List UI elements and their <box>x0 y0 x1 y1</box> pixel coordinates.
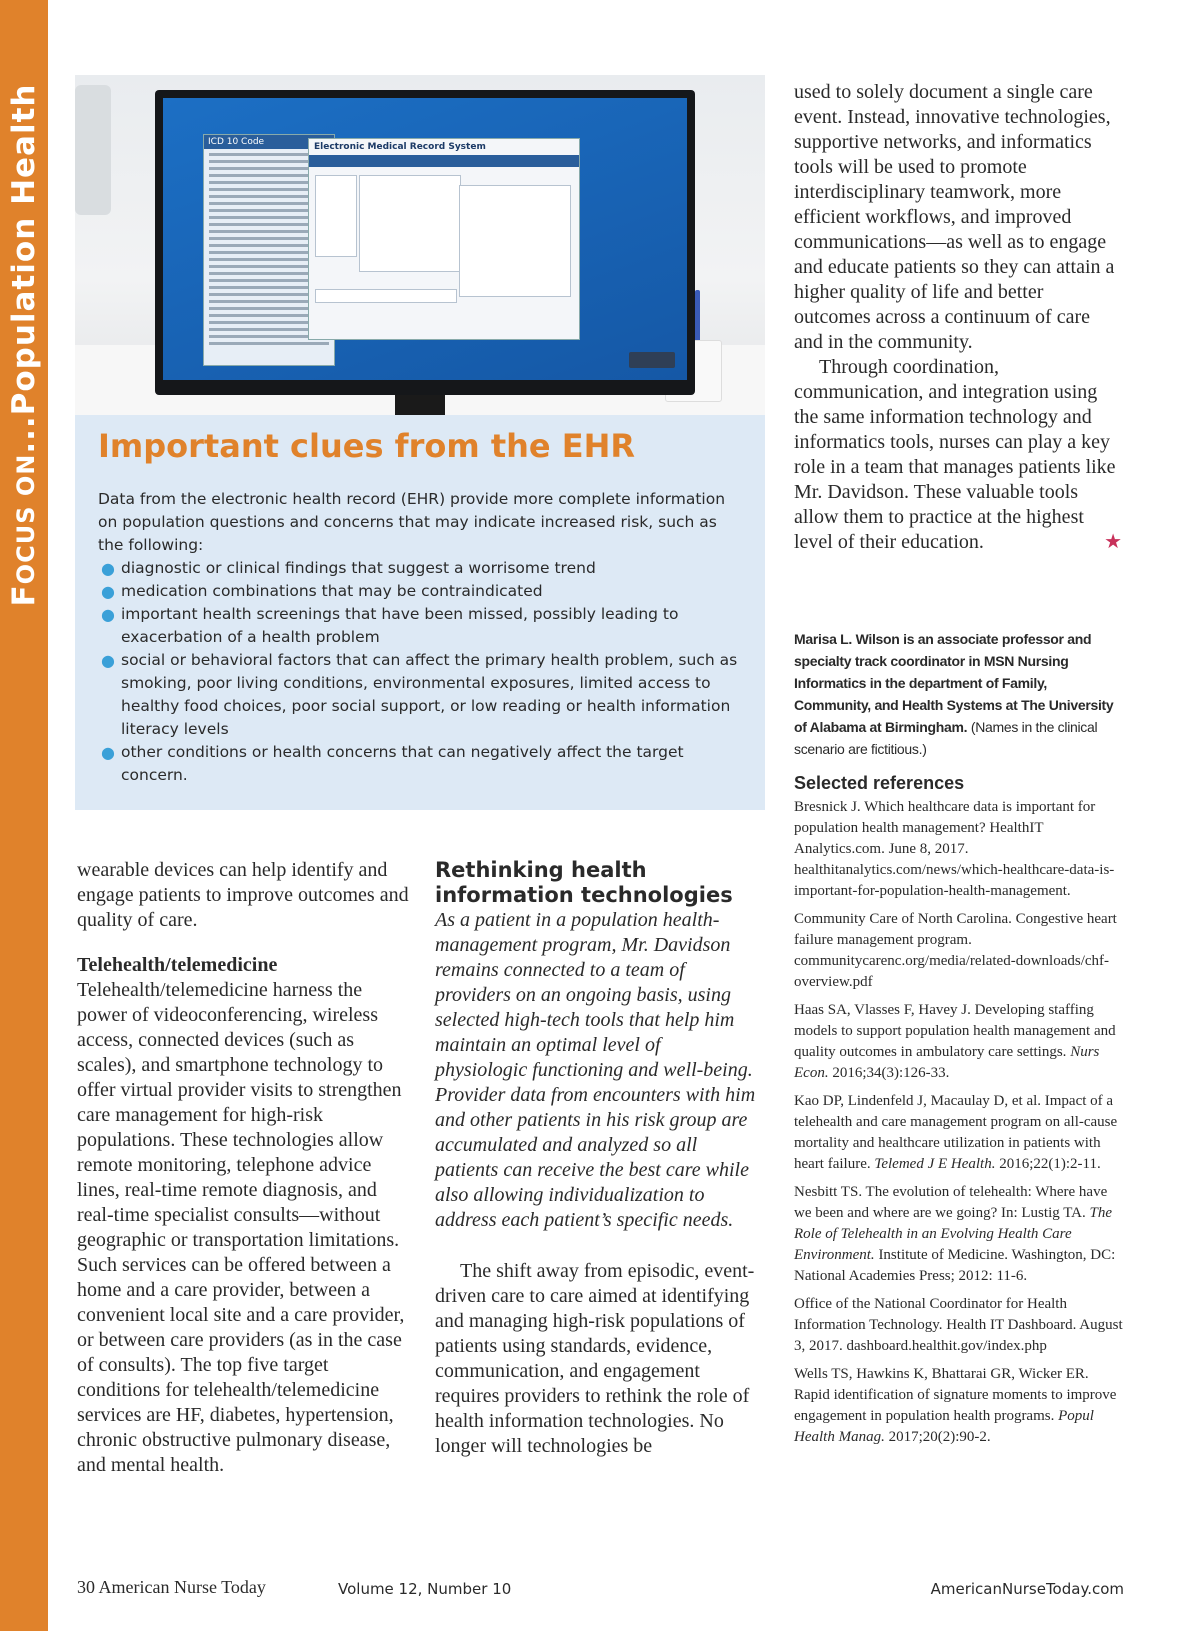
article-column-2 <box>435 858 757 1459</box>
screen-toolbar-icons <box>629 352 675 368</box>
section-heading-rethinking: Rethinking health information technologies <box>435 858 733 907</box>
paragraph-text: Through coordination, communication, and integration using the same information technology and informatics tools, nurses can play a key role in a team that manages patients like Mr. Davidson. These valuable tools allow them to practice at the highest level of their education. <box>794 356 1116 553</box>
section-sidebar <box>0 0 48 1631</box>
computer-monitor <box>155 90 695 395</box>
callout-bullet <box>98 741 738 787</box>
emr-menu-bar <box>309 155 579 167</box>
emr-window-title: Electronic Medical Record System <box>314 142 486 152</box>
bullet-icon: ● <box>101 743 115 762</box>
clinical-scenario-text: As a patient in a population health-management program, Mr. Davidson remains connected to a team of providers on an ongoing basis, using selected high-tech tools that help him maintain an optimal level of physiologic functioning and well-being. Provider data from encounters with him and other patients in his risk group are accumulated and analyzed so all patients can receive the best care while also allowing individualization to address each patient’s specific needs. <box>435 909 756 1231</box>
author-bio-text: Marisa L. Wilson is an associate professor and specialty track coordinator in MSN Nursing Informatics in the department of Family, Community, and Health Systems at The University of Alabama at Birmingham. <box>794 631 1114 735</box>
bullet-text: medication combinations that may be contraindicated <box>121 582 543 600</box>
monitor-screen <box>163 98 687 380</box>
section-heading-telehealth: Telehealth/telemedicine <box>77 954 278 976</box>
bullet-text: diagnostic or clinical findings that suggest a worrisome trend <box>121 559 596 577</box>
icd-window-title: ICD 10 Code <box>204 135 334 149</box>
section-label <box>6 84 42 607</box>
references-list <box>794 797 1124 1455</box>
section-label-f: F <box>6 584 42 607</box>
emr-system-window <box>308 138 580 340</box>
reference-item: Community Care of North Carolina. Congestive heart failure management program. communitycarenc.org/media/related-downloads/chf-overview.pdf <box>794 911 1117 990</box>
paragraph: Telehealth/telemedicine harness the power of videoconferencing, wireless access, connected devices (such as scales), and smartphone technology to offer virtual provider visits to strengthen care management for high-risk populations. These technologies allow remote monitoring, telephone advice lines, real-time remote diagnosis, and real-time specialist consults—without geographic or transportation limitations. Such services can be offered between a home and a care provider, between a convenient local site and a care provider, or between care providers (as in the case of consults). The top five target conditions for telehealth/telemedicine services are HF, diabetes, hypertension, chronic obstructive pulmonary disease, and mental health. <box>77 979 405 1476</box>
reference-item: Wells TS, Hawkins K, Bhattarai GR, Wicker ER. Rapid identification of signature moments to improve engagement in population health programs. Popul Health Manag. 2017;20(2):90-2. <box>794 1366 1117 1445</box>
ehr-clues-callout <box>75 415 765 810</box>
ehr-monitor-photo <box>75 75 765 415</box>
bullet-text: other conditions or health concerns that can negatively affect the target concern. <box>121 743 684 784</box>
callout-bullet <box>98 603 738 649</box>
author-bio <box>794 628 1124 760</box>
paragraph <box>794 355 1122 555</box>
article-column-1 <box>77 858 409 1478</box>
reference-item: Kao DP, Lindenfeld J, Macaulay D, et al. Impact of a telehealth and care management program on all-cause mortality and healthcare utilization in patients with heart failure. Telemed J E Health. 2016;22(1):2-11. <box>794 1093 1118 1172</box>
callout-intro: Data from the electronic health record (EHR) provide more complete information on population questions and concerns that may indicate increased risk, such as the following: <box>98 490 726 554</box>
reference-item: Haas SA, Vlasses F, Havey J. Developing staffing models to support population health management and quality outcomes in ambulatory care settings. Nurs Econ. 2016;34(3):126-33. <box>794 1002 1116 1081</box>
bullet-icon: ● <box>101 582 115 601</box>
paragraph: used to solely document a single care event. Instead, innovative technologies, supportive networks, and informatics tools will be used to promote interdisciplinary teamwork, more efficient workflows, and improved communications—as well as to engage and educate patients so they can attain a higher quality of life and better outcomes across a continuum of care and in the community. <box>794 81 1115 353</box>
footer-page-title: 30 American Nurse Today <box>77 1577 266 1597</box>
callout-bullet <box>98 557 738 580</box>
bullet-icon: ● <box>101 651 115 670</box>
bullet-text: important health screenings that have been missed, possibly leading to exacerbation of a health problem <box>121 605 679 646</box>
footer-issue: Volume 12, Number 10 <box>338 1580 512 1598</box>
bullet-text: social or behavioral factors that can affect the primary health problem, such as smoking, poor living conditions, environmental exposures, limited access to healthy food choices, poor social support, or low reading or health information literacy levels <box>121 651 738 738</box>
bullet-icon: ● <box>101 605 115 624</box>
reference-item: Bresnick J. Which healthcare data is important for population health management? HealthIT Analytics.com. June 8, 2017. healthitanalytics.com/news/which-healthcare-data-is-important-for-population-health-management. <box>794 799 1115 899</box>
bullet-icon: ● <box>101 559 115 578</box>
paragraph: The shift away from episodic, event-driven care to care aimed at identifying and managing high-risk populations of patients using standards, evidence, communication, and engagement requires providers to rethink the role of health information technologies. No longer will technologies be <box>435 1260 755 1457</box>
section-label-focus: OCUS ON <box>12 453 40 585</box>
section-label-topic: ...Population Health <box>6 83 42 454</box>
callout-bullet <box>98 580 738 603</box>
callout-title: Important clues from the EHR <box>98 427 636 465</box>
end-mark-star-icon: ★ <box>1104 531 1122 553</box>
callout-bullet-list <box>98 557 738 787</box>
references-heading: Selected references <box>794 773 965 793</box>
medical-equipment <box>75 85 111 215</box>
paragraph: wearable devices can help identify and engage patients to improve outcomes and quality of care. <box>77 859 409 931</box>
monitor-stand <box>395 395 445 415</box>
callout-bullet <box>98 649 738 741</box>
reference-item: Office of the National Coordinator for Health Information Technology. Health IT Dashboard. August 3, 2017. dashboard.healthit.gov/index.php <box>794 1296 1123 1354</box>
reference-item: Nesbitt TS. The evolution of telehealth: Where have we been and where are we going? In: Lustig TA. The Role of Telehealth in an Evolving Health Care Environment. Institute of Medicine. Washington, DC: National Academies Press; 2012: 11-6. <box>794 1184 1116 1284</box>
article-column-3 <box>794 80 1122 555</box>
author-bio-note: (Names in the clinical scenario are fictitious.) <box>794 719 1098 757</box>
footer-website: AmericanNurseToday.com <box>930 1580 1124 1598</box>
